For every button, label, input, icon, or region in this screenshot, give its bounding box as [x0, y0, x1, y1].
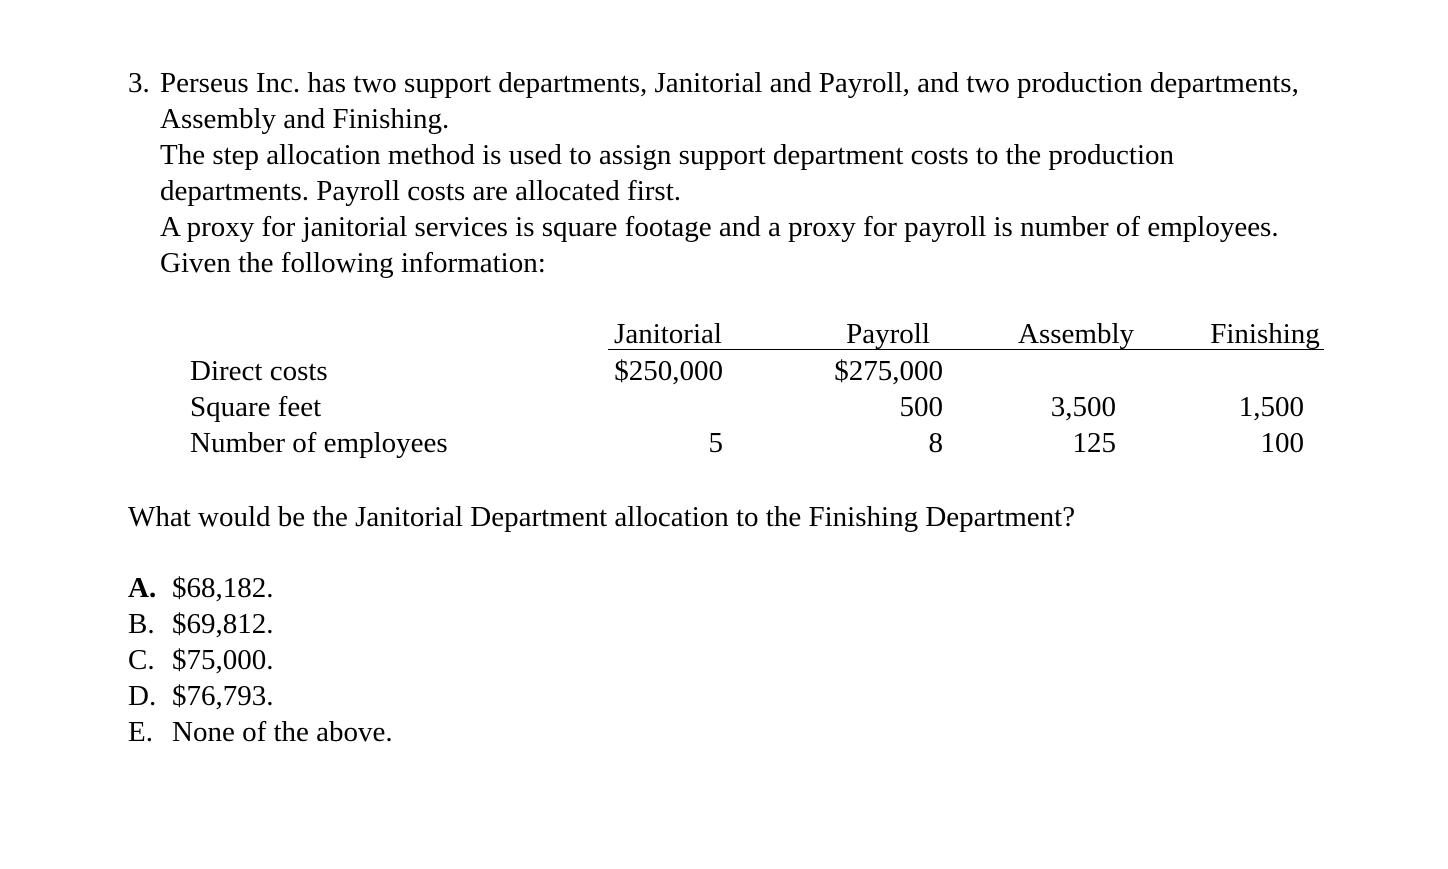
choice-text: $69,812.: [172, 608, 274, 640]
employees-finishing: 100: [1260, 427, 1304, 459]
choice-text: $76,793.: [172, 680, 274, 712]
column-header-finishing: Finishing: [1210, 318, 1320, 350]
choice-letter: C.: [128, 644, 155, 676]
question-text-line-5: A proxy for janitorial services is square footage and a proxy for payroll is number of employees.: [160, 211, 1279, 243]
question-text-line-4: departments. Payroll costs are allocated first.: [160, 175, 682, 207]
answer-choice-e[interactable]: [128, 714, 393, 750]
choice-letter: B.: [128, 608, 155, 640]
choice-text: $75,000.: [172, 644, 274, 676]
answer-choice-a[interactable]: [128, 570, 393, 606]
choice-text: None of the above.: [172, 716, 393, 748]
choice-letter: D.: [128, 680, 157, 712]
square-feet-payroll: 500: [899, 391, 943, 423]
question-text-line-2: Assembly and Finishing.: [160, 103, 450, 135]
question-text-line-1: Perseus Inc. has two support departments, Janitorial and Payroll, and two production departments,: [160, 67, 1299, 99]
question-prompt: What would be the Janitorial Department allocation to the Finishing Department?: [128, 501, 1076, 533]
column-header-janitorial: Janitorial: [614, 318, 722, 350]
employees-assembly: 125: [1072, 427, 1116, 459]
row-label-direct-costs: Direct costs: [190, 355, 328, 387]
question-text-line-6: Given the following information:: [160, 247, 546, 279]
question-number: 3.: [128, 67, 150, 99]
direct-costs-janitorial: $250,000: [614, 355, 723, 387]
row-label-number-of-employees: Number of employees: [190, 427, 448, 459]
choice-letter: E.: [128, 716, 153, 748]
employees-payroll: 8: [928, 427, 943, 459]
column-header-payroll: Payroll: [846, 318, 930, 350]
question-first-line: [128, 65, 1428, 101]
direct-costs-payroll: $275,000: [834, 355, 943, 387]
answer-choice-d[interactable]: [128, 678, 393, 714]
header-underline: [608, 349, 1324, 350]
question-block: [128, 65, 1428, 281]
choice-text: $68,182.: [172, 572, 274, 604]
choice-letter: A.: [128, 572, 157, 604]
answer-choice-c[interactable]: [128, 642, 393, 678]
answer-choices: [128, 570, 393, 750]
employees-janitorial: 5: [708, 427, 723, 459]
row-label-square-feet: Square feet: [190, 391, 322, 423]
square-feet-assembly: 3,500: [1050, 391, 1116, 423]
answer-choice-b[interactable]: [128, 606, 393, 642]
column-header-assembly: Assembly: [1018, 318, 1134, 350]
square-feet-finishing: 1,500: [1238, 391, 1304, 423]
question-text-line-3: The step allocation method is used to assign support department costs to the production: [160, 139, 1175, 171]
